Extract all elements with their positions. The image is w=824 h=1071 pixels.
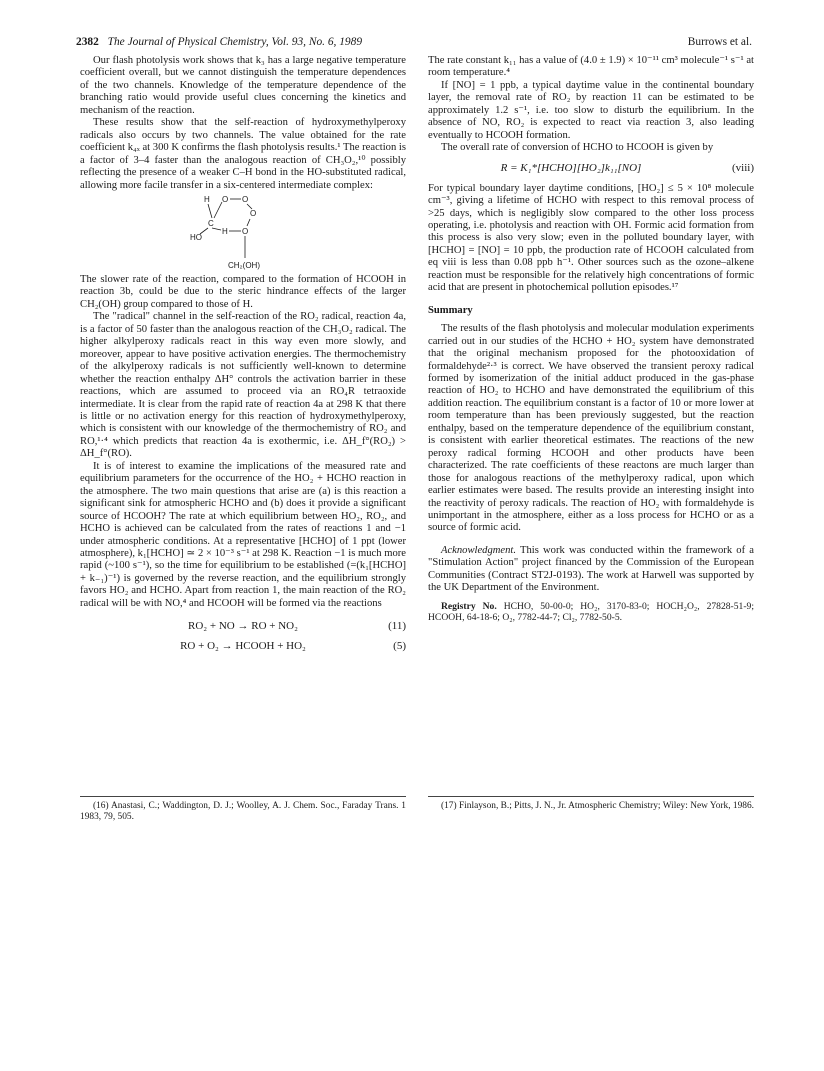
section-heading-summary: Summary [428,304,473,316]
hydroxyl-group: HO [190,232,202,242]
footnote-divider [80,796,406,797]
registry-text: HCHO, 50-00-0; HO₂, 3170-83-0; HOCH₂O₂, 27828-51-9; HCOOH, 64-18-6; O₂, 7782-44-7; Cl₂, 7782-50-5. [428,600,755,624]
running-header [76,34,752,50]
registry-title: Registry No. [441,600,497,612]
atom-h: H [204,194,210,204]
reaction-number: (11) [388,619,406,632]
footnote-17: (17) Finlayson, B.; Pitts, J. N., Jr. Atmospheric Chemistry; Wiley: New York, 1986. [441,801,754,811]
chemical-structure-diagram [80,192,406,274]
footnote-divider [428,796,754,797]
paragraph: If [NO] = 1 ppb, a typical daytime value in the continental boundary layer, the removal rate of RO₂ by reaction 11 can be estimated to be approximately 1.2 s⁻¹, i.e. too slow to disturb the equilibrium. In the absence of NO, RO₂ is expected to react via reaction 3, also leading eventually to HCOOH formation. [428,79,754,141]
paragraph: For typical boundary layer daytime conditions, [HO₂] ≤ 5 × 10⁸ molecule cm⁻³, giving a lifetime of HCHO with respect to this removal process of >25 days, which is negligibly slow compared to the other loss process operating, i.e. photolysis and reaction with OH. Formic acid formation from this process is also very slow; even in the polluted boundary layer, with [HCHO] = [NO] = 10 ppb, the production rate of HCOOH calculated from eq viii is less than 0.08 ppb h⁻¹. Other sources such as the ozone–alkene reaction must be responsible for the relatively high concentrations of formic acid that are present in photochemical pollution episodes.¹⁷ [428,182,754,294]
paragraph: It is of interest to examine the implications of the measured rate and equilibrium parameters for the occurrence of the HO₂ + HCHO reaction in the atmosphere. The two main questions that arise are (a) is this reaction a significant sink for atmospheric HCHO and (b) does it provide a significant source of HCOOH? The rate at which equilibrium between HO₂, RO₂, and HCHO is achieved can be calculated from the rates of reactions 1 and −1 under atmospheric conditions. At a representative [HCHO] of 1 ppt (lower atmosphere), k₁[HCHO] ≃ 2 × 10⁻³ s⁻¹ at 298 K. Reaction −1 is much more rapid (~100 s⁻¹), so the time for equilibrium to be established (=(k₁[HCHO] + k₋₁)⁻¹) is governed by the reverse reaction, and the equilibrium strongly favors HO₂ and HCHO. Apart from reaction 1, the main reaction of the RO₂ radical will be with NO,⁴ and HCOOH will be formed via the reactions [80,460,406,609]
running-authors: Burrows et al. [687,36,752,48]
reaction-equation [80,616,406,636]
atom-o: O [222,194,229,204]
atom-o: O [242,226,249,236]
atom-h: H [222,226,228,236]
paragraph: The results of the flash photolysis and molecular modulation experiments carried out in our studies of the HCHO + HO₂ system have demonstrated that the original mechanism proposed for the photooxidation of formaldehyde²·³ is correct. We have observed the transient peroxy radical formed by isomerization of the initial adduct produced in the gas-phase reaction of HO₂ to HCHO and have demonstrated the equilibrium of this addition reaction. The equilibrium constant is a factor of 10 or more lower at room temperature than has been previously suggested, but the reaction enthalpy, based on the temperature dependence of the equilibrium constant, is consistent with earlier theoretical estimates. The reactions of the new peroxy radical forming HCOOH and other products have been characterized. The rate coefficients of these reactons are much larger than those for analogous reactions of the methylperoxy radical, upon which earlier estimates were based. The results provide an interesting insight into the reactivity of peroxy radicals. The reaction of HO₂ with formaldehyde is unimportant in the atmosphere, either as a loss process for HCHO or as a source of formic acid. [428,323,754,534]
right-column [428,55,754,624]
reaction-number: (5) [393,639,406,652]
reaction-text: RO + O₂ → HCOOH + HO₂ [180,639,306,652]
atom-o: O [242,194,249,204]
paragraph: Our flash photolysis work shows that k₃ has a large negative temperature coefficient overall, but we cannot distinguish the temperature dependences of the two channels. Knowledge of the temperature dependence of the branching ratio would provide useful clues concerning the kinetics and mechanism of the reaction. [80,55,406,116]
paragraph: The overall rate of conversion of HCHO to HCOOH is given by [441,142,714,154]
paragraph: The "radical" channel in the self-reaction of the RO₂ radical, reaction 4a, is a factor of 50 faster than the analogous reaction of the CH₃O₂ radical. The higher alkylperoxy radicals react in this way even more slowly, and moreover, appear to have positive activation energies. The thermochemistry of the alkylperoxy radicals is not sufficiently well-known to determine whether the reaction enthalpy ΔH° controls the activation barrier in these reactions, which are assumed to proceed via an RO₄R tetraoxide intermediate. It is clear from the rapid rate of reaction 4a at 298 K that there is little or no activation energy for this reaction of hydroxymethylperoxy, which is consistent with our knowledge of the thermochemistry of RO₂ and RO,¹·⁴ which predicts that reaction 4a is exothermic, i.e. ΔH_f°(RO₂) > ΔH_f°(RO). [80,311,406,460]
acknowledgment-title: Acknowledgment. [441,544,517,556]
equation-text: R = K₁*[HCHO][HO₂]k₁₁[NO] [500,162,642,175]
footnote-16: (16) Anastasi, C.; Waddington, D. J.; Woolley, A. J. Chem. Soc., Faraday Trans. 1 1983, 79, 505. [80,801,406,823]
equation-number: (viii) [732,162,754,175]
acknowledgment-text: This work was conducted within the framework of a "Stimulation Action" project financed by the Commission of the European Communities (Contract ST2J-0193). The work at Harwell was supported by the UK Department of the Environment. [428,544,754,594]
paragraph: The slower rate of the reaction, compared to the formation of HCOOH in reaction 3b, could be due to the steric hindrance effects of the larger CH₂(OH) group compared to those of H. [80,273,406,310]
acknowledgment [428,545,754,595]
left-column [80,55,406,656]
six-centered-complex-structure [190,194,300,274]
ch2oh-group: CH₂(OH) [228,260,260,270]
registry-numbers [428,601,754,624]
reaction-text: RO₂ + NO → RO + NO₂ [188,619,298,632]
equation [428,159,754,179]
page-number: 2382 [76,36,99,48]
paragraph: These results show that the self-reaction of hydroxymethylperoxy radicals also occurs by two channels. The value obtained for the rate coefficient k₄ₓ at 300 K confirms the flash photolysis results.¹ The reaction is a factor of 3–4 faster than the analogous reaction of CH₃O₂,¹⁰ possibly reflecting the presence of a weaker C–H bond in the HO-substituted radical, allowing more facile transfer in a six-centered intermediate complex: [80,117,406,191]
paragraph: The rate constant k₁₁ has a value of (4.0 ± 1.9) × 10⁻¹¹ cm³ molecule⁻¹ s⁻¹ at room temperature.⁴ [428,55,754,79]
reaction-equation [80,636,406,656]
atom-o: O [250,208,257,218]
atom-c: C [208,218,214,228]
journal-citation: The Journal of Physical Chemistry, Vol. 93, No. 6, 1989 [107,36,363,48]
